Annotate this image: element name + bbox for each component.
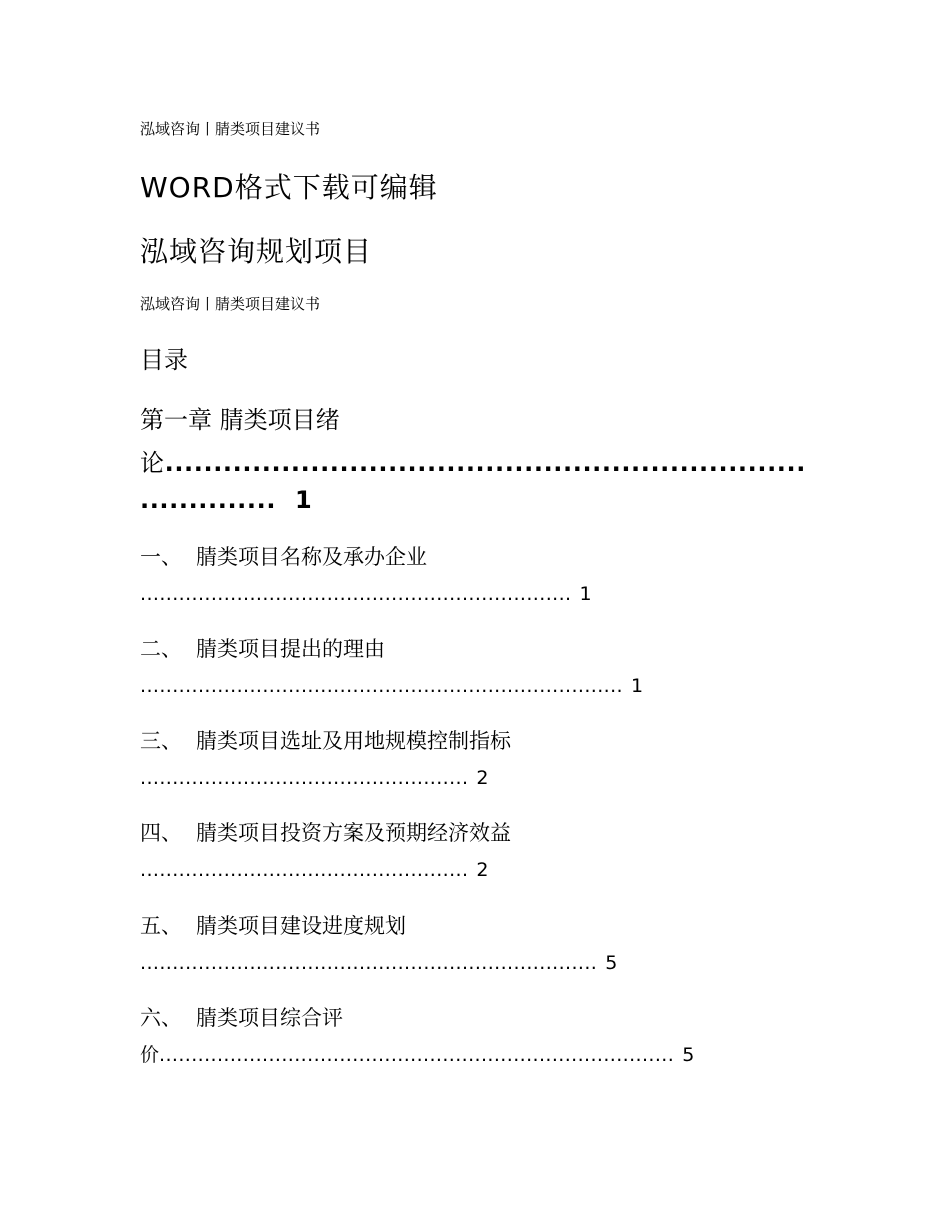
toc-section-number: 六、 xyxy=(140,1006,182,1030)
toc-section-title: 腈类项目综合评 xyxy=(196,1006,343,1030)
toc-section-1[interactable] xyxy=(140,543,427,571)
toc-leader-dots: ................................................................... xyxy=(140,583,572,605)
toc-page-number: 1 xyxy=(630,675,644,697)
toc-section-title: 腈类项目提出的理由 xyxy=(196,637,385,661)
toc-leader-dots: ....................................................................... xyxy=(140,952,598,974)
toc-section-5[interactable] xyxy=(140,912,406,940)
toc-section-title: 腈类项目名称及承办企业 xyxy=(196,545,427,569)
toc-leader-dots: ................................................... xyxy=(140,767,469,789)
toc-leader-dots: ........................................................................... xyxy=(140,675,623,697)
toc-section-5-leader[interactable] xyxy=(140,950,617,976)
toc-chapter-title-cont: 论 xyxy=(140,449,165,477)
toc-page-number: 5 xyxy=(605,952,618,974)
toc-section-title: 腈类项目建设进度规划 xyxy=(196,914,406,938)
toc-section-6[interactable] xyxy=(140,1004,343,1032)
toc-section-4[interactable] xyxy=(140,819,511,847)
toc-section-number: 五、 xyxy=(140,914,182,938)
toc-page-number: 2 xyxy=(476,859,489,881)
toc-chapter-leader[interactable] xyxy=(140,447,806,479)
toc-page-number: 5 xyxy=(682,1044,695,1066)
toc-page-number: 2 xyxy=(476,767,489,789)
toc-chapter-leader-2[interactable] xyxy=(140,484,312,516)
toc-leader-dots: ................................................... xyxy=(140,859,469,881)
toc-section-title: 腈类项目投资方案及预期经济效益 xyxy=(196,821,511,845)
toc-section-2[interactable] xyxy=(140,635,385,663)
toc-chapter-page: 1 xyxy=(295,486,313,514)
toc-section-number: 三、 xyxy=(140,729,182,753)
toc-section-title: 腈类项目选址及用地规模控制指标 xyxy=(196,729,511,753)
toc-chapter-title[interactable]: 第一章 腈类项目绪 xyxy=(140,406,340,434)
toc-section-number: 一、 xyxy=(140,545,182,569)
toc-section-2-leader[interactable] xyxy=(140,673,643,699)
toc-section-3-leader[interactable] xyxy=(140,765,489,791)
repeated-header: 泓域咨询丨腈类项目建议书 xyxy=(140,295,321,313)
toc-section-number: 四、 xyxy=(140,821,182,845)
toc-section-4-leader[interactable] xyxy=(140,857,489,883)
project-title: 泓域咨询规划项目 xyxy=(140,235,373,268)
toc-chapter-dots-2: .............. xyxy=(140,486,277,514)
toc-page-number: 1 xyxy=(579,583,592,605)
toc-section-number: 二、 xyxy=(140,637,182,661)
page-header: 泓域咨询丨腈类项目建议书 xyxy=(140,120,321,138)
toc-heading: 目录 xyxy=(140,346,188,374)
toc-section-prefix: 价 xyxy=(140,1044,160,1066)
format-title: WORD格式下载可编辑 xyxy=(140,171,438,204)
toc-section-6-leader[interactable] xyxy=(140,1042,694,1068)
toc-chapter-dots: .................................................................. xyxy=(164,449,806,477)
toc-leader-dots: ................................................................................ xyxy=(159,1044,675,1066)
toc-section-1-leader[interactable] xyxy=(140,581,592,607)
toc-section-3[interactable] xyxy=(140,727,511,755)
